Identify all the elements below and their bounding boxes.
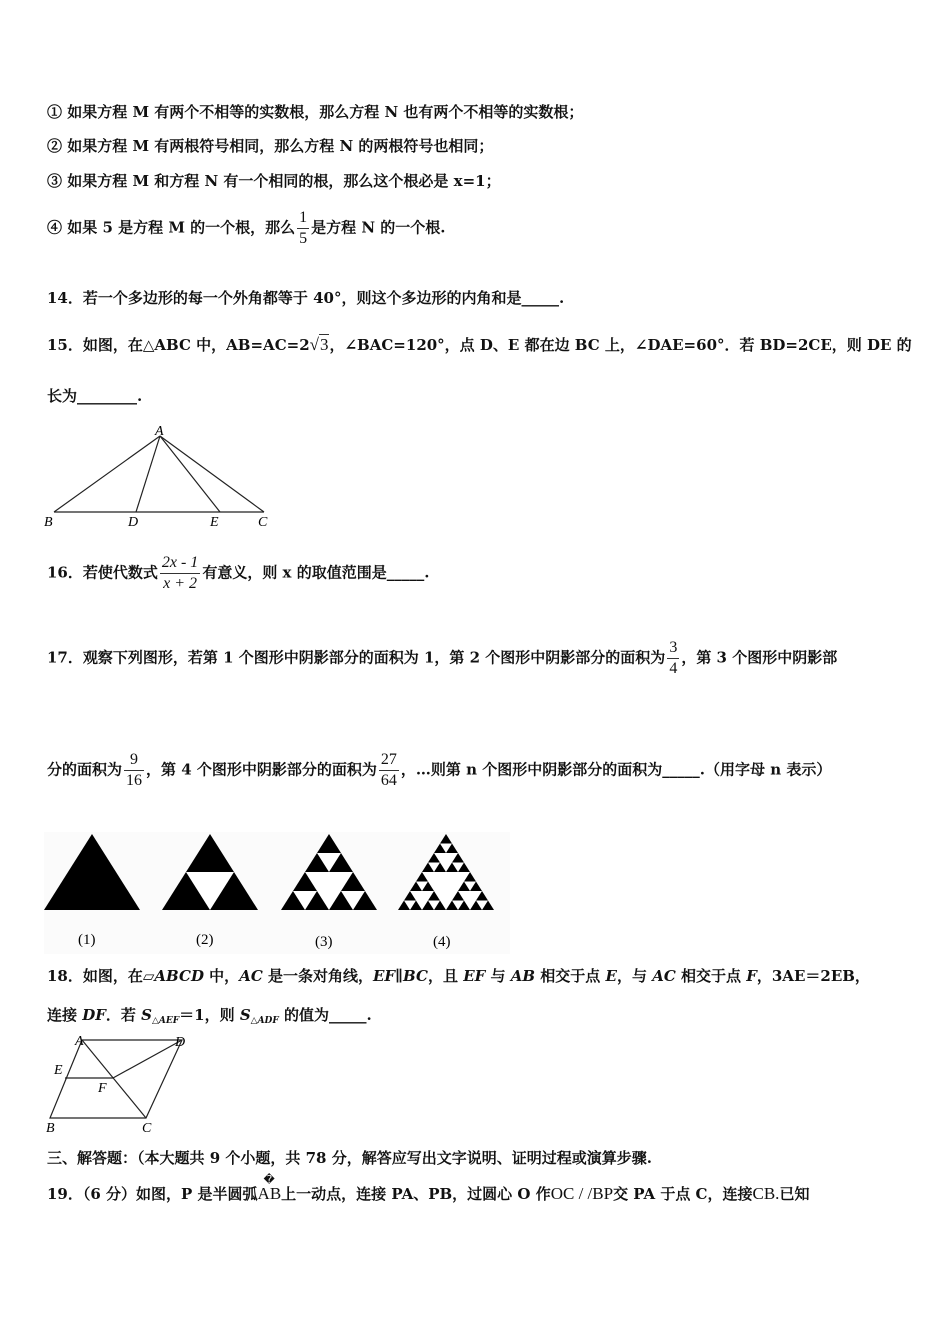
figure-label-4: (4) [433, 934, 451, 950]
statement-4 [47, 208, 446, 249]
arc-mark-icon: � [263, 1174, 275, 1186]
q18-text: ，3AE＝2EB， [756, 967, 870, 985]
statement-3: ③ 如果方程 M 和方程 N 有一个相同的根，那么这个根必是 x=1； [47, 172, 501, 190]
q18-text: 中， [203, 967, 240, 985]
fraction-den: 64 [380, 772, 397, 789]
fraction-num: 9 [130, 751, 139, 768]
q18-var: F [746, 967, 757, 985]
label-d: D [175, 1035, 186, 1050]
fraction-num: 2x - 1 [161, 554, 199, 571]
q18-text: 是一条对角线， [262, 967, 373, 985]
statement-1: ① 如果方程 M 有两个不相等的实数根，那么方程 N 也有两个不相等的实数根； [47, 103, 584, 121]
question-17-line2 [47, 750, 831, 791]
fraction-one-fifth [297, 208, 309, 249]
question-14: 14．若一个多边形的每一个外角都等于 40°，则这个多边形的内角和是_____. [47, 289, 565, 307]
sierpinski-figures [44, 832, 510, 954]
parallelogram-figure [42, 1032, 192, 1136]
arc-label: AB [257, 1184, 282, 1203]
fraction-num: 3 [669, 639, 678, 656]
fraction-num: 27 [380, 751, 397, 768]
label-a: A [75, 1034, 84, 1049]
label-f: F [98, 1081, 107, 1096]
fraction-three-quarters [667, 638, 679, 679]
label-b: B [44, 515, 53, 530]
label-d: D [128, 515, 139, 530]
question-17-line2-mid: ，第 4 个图形中阴影部分的面积为 [146, 760, 377, 779]
arc-ab [257, 1174, 282, 1204]
question-17-post: ，第 3 个图形中阴影部 [681, 648, 838, 667]
question-17-line2-pre: 分的面积为 [47, 760, 123, 779]
q18-text: ．若 [105, 1006, 142, 1024]
q18-text: 的值为_____. [278, 1006, 372, 1024]
figure-label-2: (2) [196, 932, 214, 948]
fraction-27-64 [379, 750, 399, 791]
q18-var: AB [510, 967, 536, 985]
q18-text: 18．如图，在 [47, 967, 143, 985]
q18-var: BC [403, 967, 428, 985]
label-a: A [155, 424, 164, 439]
question-19-mid1: 上一动点，连接 PA、PB，过圆心 O 作 [281, 1185, 551, 1203]
q18-subscript: △ADF [250, 1016, 279, 1026]
q18-text: 连接 [47, 1006, 83, 1024]
question-17-line2-post: ，…则第 n 个图形中阴影部分的面积为_____.（用字母 n 表示） [400, 760, 832, 779]
question-19-mid2: 交 PA 于点 C，连接 [613, 1185, 753, 1203]
fraction-den: x + 2 [160, 573, 200, 594]
fraction-den: 5 [299, 230, 308, 247]
label-b: B [46, 1121, 55, 1136]
segment-ab [54, 436, 160, 512]
statement-4-post: 是方程 N 的一个根. [311, 218, 446, 237]
fraction-expression [160, 553, 200, 594]
label-e: E [54, 1063, 63, 1078]
question-17-line1 [47, 638, 837, 679]
diagonal-ac [82, 1040, 146, 1118]
label-c: C [258, 515, 268, 530]
question-16-post: 有意义，则 x 的取值范围是_____. [202, 563, 430, 582]
q18-var: E [605, 967, 617, 985]
label-c: C [142, 1121, 152, 1136]
q18-text: 与 [485, 967, 511, 985]
q18-area-symbol: S [239, 1006, 251, 1024]
question-17-pre: 17．观察下列图形，若第 1 个图形中阴影部分的面积为 1，第 2 个图形中阴影部分的面积为 [47, 648, 666, 667]
q18-var: AC [239, 967, 263, 985]
q18-var: AC [652, 967, 676, 985]
q18-text: ，与 [616, 967, 653, 985]
parallelogram-abcd [50, 1040, 182, 1118]
figure-label-3: (3) [315, 934, 333, 950]
figure-label-1: (1) [78, 932, 96, 948]
q18-subscript: △AEF [151, 1016, 180, 1026]
q18-var: DF [82, 1006, 106, 1024]
question-18-line2 [47, 1005, 372, 1031]
question-18-line1 [47, 966, 870, 986]
question-15-line2: 长为________. [47, 387, 143, 405]
question-16 [47, 553, 429, 594]
sqrt-radicand: 3 [319, 335, 329, 354]
statement-2: ② 如果方程 M 有两根符号相同，那么方程 N 的两根符号也相同； [47, 137, 494, 155]
q18-parallelogram: ▱ABCD [142, 967, 204, 985]
expression-oc-bp: OC / /BP [550, 1184, 614, 1203]
q18-text: ，且 [427, 967, 464, 985]
question-19-pre: 19．（6 分）如图，P 是半圆弧 [47, 1185, 258, 1203]
question-19 [47, 1174, 810, 1204]
triangle-figure [40, 422, 280, 532]
segment-df [113, 1040, 182, 1078]
question-15-pre: 15．如图，在△ABC 中，AB=AC=2 [47, 336, 310, 354]
q18-var: EF [373, 967, 396, 985]
statement-4-pre: ④ 如果 5 是方程 M 的一个根，那么 [47, 218, 296, 237]
q18-text: ＝1，则 [179, 1006, 240, 1024]
question-15 [47, 335, 912, 355]
question-15-post: ，∠BAC=120°，点 D、E 都在边 BC 上，∠DAE=60°．若 BD=2CE，则 DE 的 [329, 336, 912, 354]
q18-text: 相交于点 [535, 967, 606, 985]
segment-ac [160, 436, 264, 512]
section-3-heading: 三、解答题：（本大题共 9 个小题，共 78 分，解答应写出文字说明、证明过程或演算步骤. [47, 1149, 652, 1167]
segment-cb: CB. [752, 1184, 780, 1203]
q18-var: EF [463, 967, 486, 985]
sqrt-expression: √3 [309, 335, 329, 354]
fraction-den: 16 [126, 772, 143, 789]
question-16-pre: 16．若使代数式 [47, 563, 158, 582]
q18-area-symbol: S [141, 1006, 152, 1024]
q18-parallel-symbol: ∥ [395, 967, 404, 985]
fraction-num: 1 [299, 209, 308, 226]
fraction-nine-sixteenths [124, 750, 144, 791]
segment-ad [136, 436, 160, 512]
q18-text: 相交于点 [675, 967, 747, 985]
label-e: E [210, 515, 219, 530]
fraction-den: 4 [669, 660, 678, 677]
question-19-post: 已知 [779, 1185, 810, 1203]
